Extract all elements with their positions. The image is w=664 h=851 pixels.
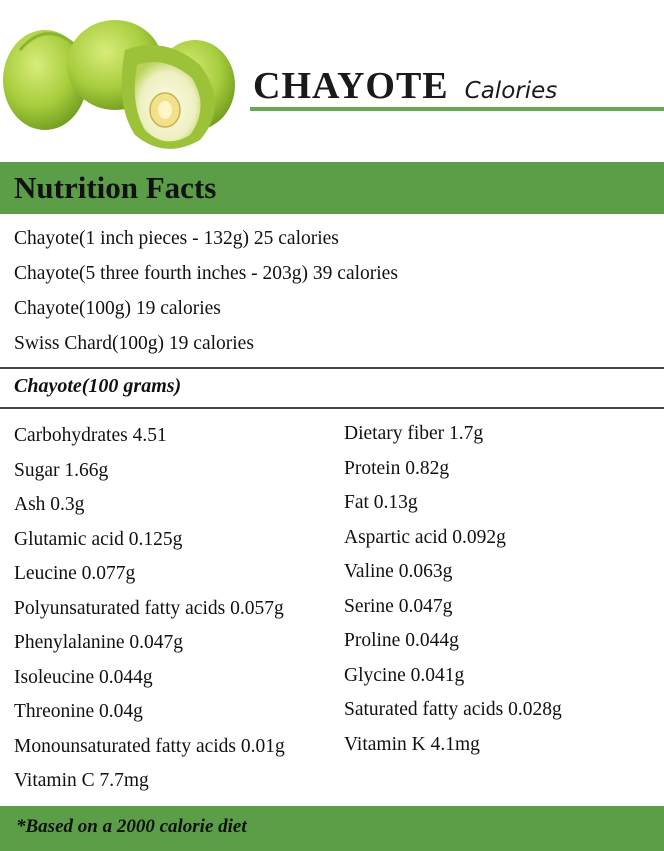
section-title: Chayote(100 grams) [14,375,182,397]
nutrient-item: Threonine 0.04g [14,701,143,722]
nutrient-list-left [14,423,285,803]
calorie-item: Chayote(100g) 19 calories [14,298,221,319]
nutrient-item: Vitamin K 4.1mg [344,733,480,755]
nutrient-item: Monounsaturated fatty acids 0.01g [14,735,285,757]
nutrient-item: Dietary fiber 1.7g [344,423,484,444]
nutrition-facts-banner [0,162,664,214]
nutrient-item: Vitamin C 7.7mg [14,770,149,791]
divider [0,367,664,369]
page-title [253,64,557,108]
nutrition-facts-heading: Nutrition Facts [14,170,217,205]
nutrient-item: Phenylalanine 0.047g [14,632,183,653]
nutrient-item: Proline 0.044g [344,630,459,651]
calorie-item: Chayote(5 three fourth inches - 203g) 39 calories [14,263,398,284]
nutrient-item: Valine 0.063g [344,561,453,582]
divider [0,407,664,409]
title-main: CHAYOTE [253,65,449,107]
nutrient-item: Protein 0.82g [344,457,450,479]
footer-banner [0,806,664,851]
footer-note: *Based on a 2000 calorie diet [16,816,247,837]
chayote-image [0,10,250,160]
header [0,0,664,162]
nutrient-item: Glutamic acid 0.125g [14,528,183,550]
nutrient-item: Aspartic acid 0.092g [344,526,506,548]
nutrient-item: Ash 0.3g [14,494,85,515]
title-sub: Calories [464,78,558,104]
nutrient-item: Serine 0.047g [344,595,453,617]
nutrient-item: Polyunsaturated fatty acids 0.057g [14,597,284,619]
nutrient-item: Fat 0.13g [344,492,418,513]
calorie-item: Chayote(1 inch pieces - 132g) 25 calories [14,228,339,249]
nutrient-item: Saturated fatty acids 0.028g [344,699,562,720]
title-underline [250,107,664,111]
nutrient-list-right [344,421,562,766]
calorie-list [14,226,398,366]
calorie-item: Swiss Chard(100g) 19 calories [14,333,254,354]
nutrient-item: Isoleucine 0.044g [14,666,153,688]
nutrient-item: Glycine 0.041g [344,664,465,686]
nutrient-item: Sugar 1.66g [14,459,109,481]
nutrient-item: Carbohydrates 4.51 [14,425,167,446]
nutrient-item: Leucine 0.077g [14,563,136,584]
